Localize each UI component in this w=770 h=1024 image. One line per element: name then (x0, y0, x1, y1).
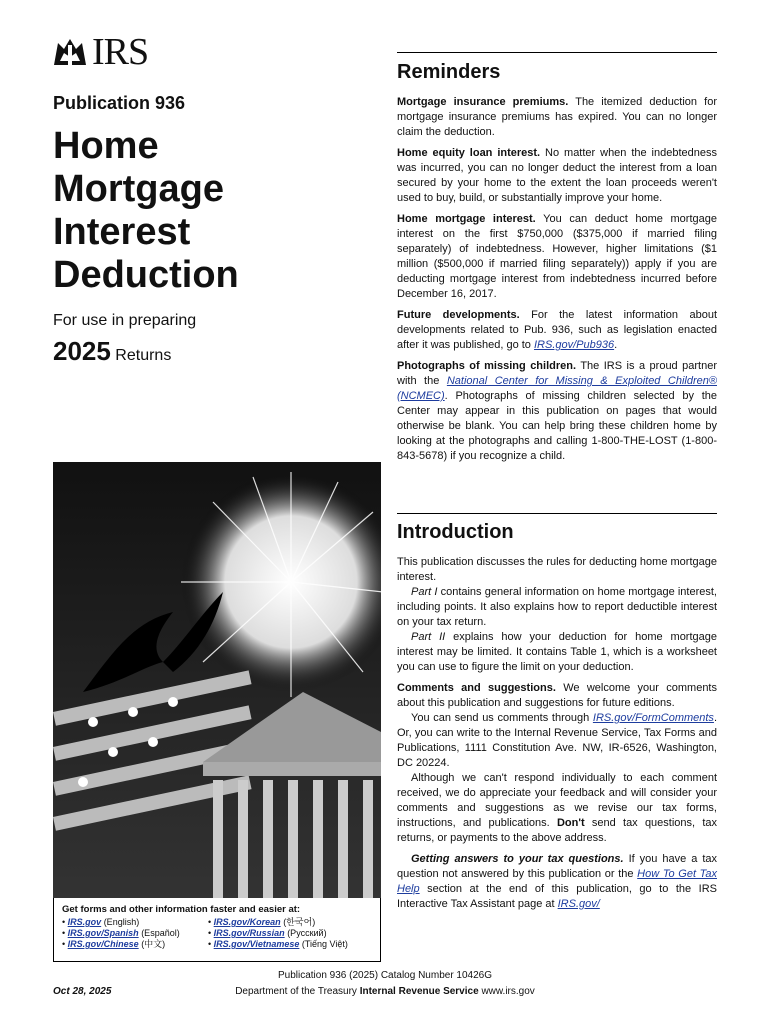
catalog-line: Publication 936 (2025) Catalog Number 10426G (277, 970, 493, 981)
for-use-text: For use in preparing (53, 312, 197, 329)
returns-label: Returns (115, 347, 172, 364)
year-value: 2025 (53, 336, 111, 366)
irs-gov-chinese-link[interactable]: IRS.gov/Chinese (67, 939, 139, 949)
reminder-paragraph: Home mortgage interest. You can deduct home mortgage interest on the first $750,000 ($375,000 if married filing separately) of indebtedness. However, higher limitations ($1 million ($500,000 if married filing separately)) apply if you are deducting mortgage interest from indebtedness incurred before December 16, 2017. (397, 213, 717, 300)
section-divider (397, 513, 717, 514)
ncmec-link[interactable]: National Center for Missing & Exploited Children® (NCMEC) (397, 375, 717, 402)
form-comments-link[interactable]: IRS.gov/FormComments (592, 712, 714, 724)
intro-paragraph: Comments and suggestions. We welcome your comments about this publication and suggestions for future editions. (397, 682, 717, 709)
reminder-paragraph: Home equity loan interest. No matter when the indebtedness was incurred, you can no longer deduct the interest from a loan secured by your home to the extent the loan proceeds weren't used to buy, build, or substantially improve your home. (397, 147, 717, 204)
title-line: Interest (53, 211, 191, 253)
intro-paragraph: Getting answers to your tax questions. If you have a tax question not answered by this publication or the How To Get Tax Help section at the end of this publication, go to the IRS Interactive Tax Assistant page at IRS.gov/ (397, 853, 718, 910)
intro-paragraph: You can send us comments through IRS.gov/FormComments. Or, you can write to the Internal Revenue Service, Tax Forms and Publications, 1111 Constitution Ave. NW, IR-6526, Washington, DC 20224. (397, 712, 717, 769)
irs-gov-korean-link[interactable]: IRS.gov/Korean (213, 917, 281, 927)
irs-gov-link[interactable]: IRS.gov/ (557, 898, 600, 910)
intro-paragraph: Part II explains how your deduction for home mortgage interest may be limited. It contains Table 1, which is a worksheet you can use to figure the limit on your deduction. (397, 631, 717, 673)
pub936-link[interactable]: IRS.gov/Pub936 (533, 339, 615, 351)
introduction-section (397, 555, 717, 912)
link-language: (Tiếng Việt) (301, 939, 348, 949)
link-language: (Español) (141, 928, 180, 938)
irs-gov-link[interactable]: IRS.gov (67, 917, 102, 927)
page-title (53, 125, 353, 297)
title-line: Mortgage (53, 168, 224, 210)
irs-logo (52, 31, 149, 73)
get-forms-box: Get forms and other information faster and easier at: • IRS.gov (English) • IRS.gov/Spanish (Español) • IRS.gov/Chinese (中文) • IRS.gov/Korean (한국어) • IRS.gov/Russian (Русский) • IRS.gov/Vietnamese (Tiếng Việt) (53, 898, 381, 962)
how-to-get-tax-help-link[interactable]: How To Get Tax Help (397, 868, 718, 895)
publication-date: Oct 28, 2025 (53, 986, 112, 997)
irs-gov-vietnamese-link[interactable]: IRS.gov/Vietnamese (213, 939, 300, 949)
tax-year (53, 336, 171, 367)
get-forms-heading: Get forms and other information faster and easier at: (62, 904, 301, 915)
reminder-paragraph: Photographs of missing children. The IRS is a proud partner with the National Center for Missing & Exploited Children® (NCMEC). Photographs of missing children selected by the Center may appear in this publication on pages that would otherwise be blank. You can help bring these children home by looking at the photographs and calling 1-800-THE-LOST (1-800-843-5678) if you recognize a child. (397, 360, 717, 462)
intro-paragraph: This publication discusses the rules for deducting home mortgage interest. (397, 556, 717, 583)
title-line: Home (53, 125, 159, 167)
irs-gov-russian-link[interactable]: IRS.gov/Russian (213, 928, 285, 938)
link-language: (中文) (141, 939, 166, 949)
link-language: (Русский) (287, 928, 327, 938)
link-language: (한국어) (283, 917, 316, 927)
reminder-paragraph: Mortgage insurance premiums. The itemized deduction for mortgage insurance premiums has expired. You can no longer claim the deduction. (397, 96, 717, 138)
introduction-heading: Introduction (397, 521, 514, 543)
link-language: (English) (103, 917, 140, 927)
footer-department: Department of the Treasury Internal Revenue Service www.irs.gov (235, 986, 535, 997)
fireworks-capitol-image (53, 462, 381, 898)
intro-paragraph: Part I contains general information on home mortgage interest, including points. It also explains how to report deductible interest on your tax return. (397, 586, 717, 628)
reminders-section (397, 95, 717, 470)
cover-illustration (53, 462, 381, 898)
publication-number: Publication 936 (53, 93, 186, 113)
reminders-heading: Reminders (397, 61, 501, 83)
intro-paragraph: Although we can't respond individually to each comment received, we do appreciate your feedback and will consider your comments and suggestions as we revise our tax forms, instructions, and publications. Don't send tax questions, tax returns, or payments to the above address. (397, 772, 718, 844)
title-line: Deduction (53, 254, 239, 296)
logo-text: IRS (92, 31, 149, 73)
section-divider (397, 52, 717, 53)
eagle-icon (52, 35, 88, 69)
irs-gov-spanish-link[interactable]: IRS.gov/Spanish (67, 928, 139, 938)
reminder-paragraph: Future developments. For the latest information about developments related to Pub. 936, such as legislation enacted after it was published, go to IRS.gov/Pub936. (397, 309, 718, 351)
